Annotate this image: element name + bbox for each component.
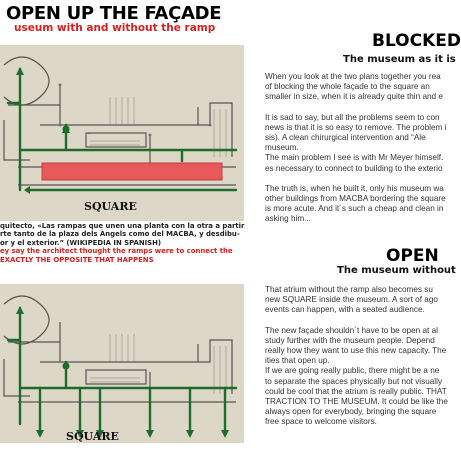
quote-line: quitecto, «Las rampas que unen una planta con la otra a partir: [0, 222, 245, 230]
page-subtitle: useum with and without the ramp: [14, 22, 216, 34]
text-line: The truth is, when he built it, only his museum wa: [265, 183, 444, 193]
text-line: events can happen, with a seated audience.: [265, 305, 425, 315]
text-line: really how they want to use this new capacity. The: [265, 346, 447, 356]
plan-without-ramp-drawing: [0, 284, 244, 443]
quote-line: rte tanto de la plaza dels Àngels como del MACBA, y desdibu-: [0, 230, 240, 239]
plan-with-ramp-drawing: [0, 45, 244, 221]
text-line: It is sad to say, but all the problems seem to con: [265, 112, 440, 122]
text-line: study further with the museum people. Depend: [265, 335, 435, 345]
text-line: to separate the spaces physically but not visually: [265, 376, 443, 386]
plan-without-ramp: [0, 284, 244, 443]
square-label: SQUARE: [66, 430, 119, 443]
page-title: OPEN UP THE FAÇADE: [6, 3, 222, 24]
text-line: When you look at the two plans together you rea: [265, 72, 441, 81]
wikipedia-quote: [0, 222, 246, 284]
text-line: of blocking the whole façade to the square an: [265, 82, 430, 92]
text-line: TRACTION TO THE MUSEUM. It could be like the: [265, 397, 448, 407]
text-line: could be cool that the atrium is really public. THAT: [265, 386, 447, 396]
text-line: If we are going really public, there might be a ne: [265, 366, 440, 376]
plan-note: ···: [88, 132, 92, 136]
text-line: The main problem I see is with Mr Meyer himself.: [265, 153, 444, 163]
blocked-text: [265, 72, 450, 242]
open-text: [265, 285, 450, 450]
text-line: news is that it is so easy to remove. The problem i: [265, 122, 447, 132]
text-line: ities that open up.: [265, 356, 330, 366]
text-line: sis). A clean chirurgical intervention and “Ale: [265, 133, 426, 143]
text-line: free space to welcome visitors.: [265, 417, 377, 427]
text-line: smaller in size, when it is already quite thin and e: [265, 92, 443, 102]
open-title: OPEN: [386, 246, 439, 266]
text-line: asking him...: [265, 214, 311, 224]
blocked-title: BLOCKED: [372, 31, 461, 51]
text-line: always open for everybody, bringing the square: [265, 407, 437, 417]
text-line: The new façade shouldn´t have to be open at al: [265, 325, 438, 335]
plan-with-ramp: [0, 45, 244, 221]
square-label: SQUARE: [84, 200, 137, 213]
text-line: museum.: [265, 143, 299, 153]
quote-line: or y el exterior.” (WIKIPEDIA IN SPANISH): [0, 238, 162, 247]
text-line: is more acute. And it´s such a cheap and clean in: [265, 204, 444, 214]
quote-red-line: ey say the architect thought the ramps were to connect the: [0, 247, 233, 256]
text-line: other buildings from MACBA bordering the square: [265, 194, 446, 204]
text-line: es necessary to connect to building to the exterio: [265, 163, 443, 173]
quote-red-line: EXACTLY THE OPPOSITE THAT HAPPENS: [0, 255, 154, 264]
ramp-block: [42, 163, 222, 180]
text-line: new SQUARE inside the museum. A sort of ago: [265, 295, 438, 305]
blocked-subtitle: The museum as it is: [343, 54, 456, 65]
text-line: That atrium without the ramp also becomes su: [265, 285, 433, 294]
open-subtitle: The museum without: [337, 265, 456, 276]
